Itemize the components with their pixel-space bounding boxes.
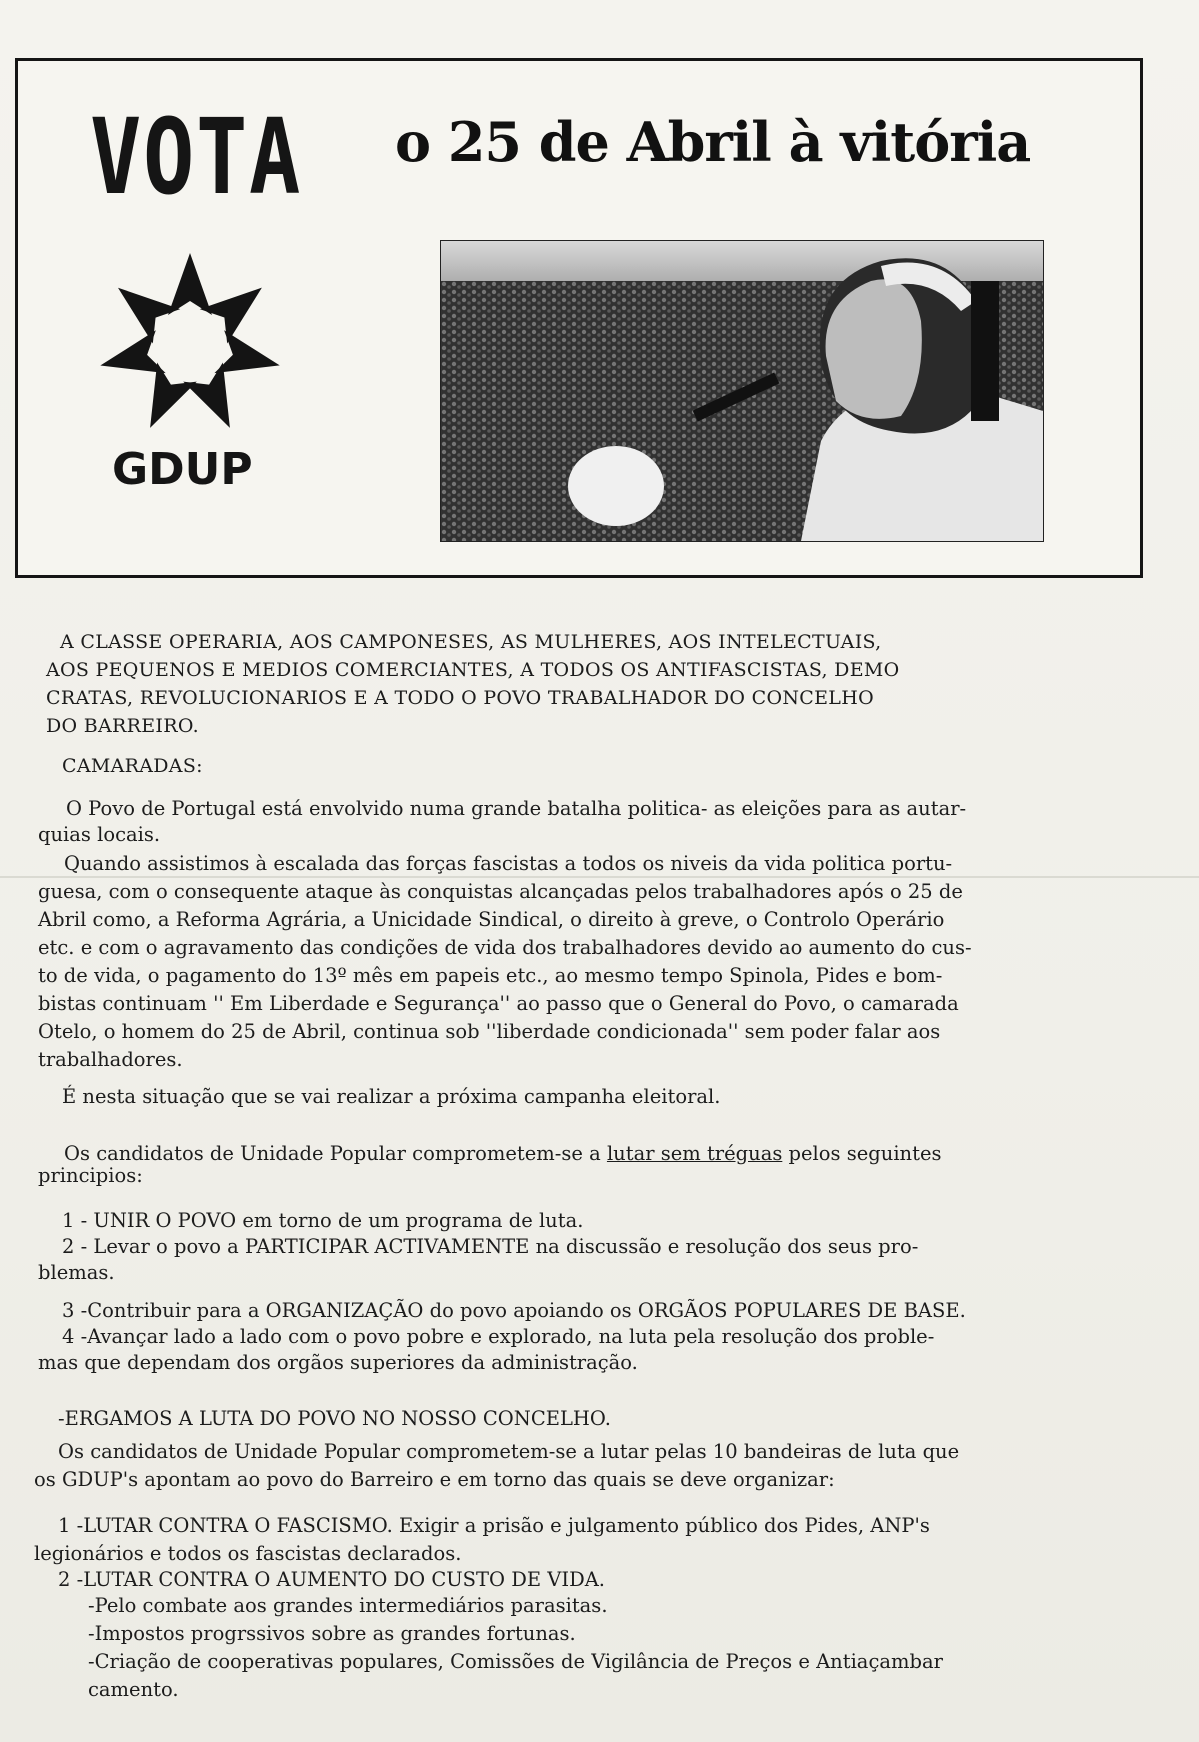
paragraph-line: principios:: [38, 1164, 143, 1187]
paragraph-line: É nesta situação que se vai realizar a próxima campanha eleitoral.: [62, 1085, 721, 1108]
principle-item: blemas.: [38, 1261, 115, 1284]
gdup-star-logo-icon: [95, 250, 285, 440]
paragraph-text: pelos seguintes: [782, 1142, 942, 1165]
paragraph-line: bistas continuam '' Em Liberdade e Segurança'' ao passo que o General do Povo, o camarada: [38, 992, 959, 1015]
headline: o 25 de Abril à vitória: [395, 110, 1031, 174]
banner-item: legionários e todos os fascistas declarados.: [34, 1542, 462, 1565]
banner-item: 1 -LUTAR CONTRA O FASCISMO. Exigir a prisão e julgamento público dos Pides, ANP's: [58, 1514, 930, 1537]
principle-item: 1 - UNIR O POVO em torno de um programa de luta.: [62, 1209, 584, 1232]
banner-item: -Criação de cooperativas populares, Comissões de Vigilância de Preços e Antiaçambar: [88, 1650, 943, 1673]
address-line: DO BARREIRO.: [46, 715, 199, 737]
paragraph-line: os GDUP's apontam ao povo do Barreiro e em torno das quais se deve organizar:: [34, 1468, 835, 1491]
principle-item: mas que dependam dos orgãos superiores da administração.: [38, 1351, 638, 1374]
paragraph-line: trabalhadores.: [38, 1048, 183, 1071]
crowd-rally-photo-icon: [441, 241, 1043, 541]
salutation: CAMARADAS:: [62, 755, 203, 777]
paragraph-line: Os candidatos de Unidade Popular comprometem-se a lutar pelas 10 bandeiras de luta que: [58, 1440, 960, 1463]
paragraph-line: guesa, com o consequente ataque às conquistas alcançadas pelos trabalhadores após o 25 de: [38, 880, 963, 903]
banner-item: -Impostos progrssivos sobre as grandes fortunas.: [88, 1622, 576, 1645]
paragraph-line: Otelo, o homem do 25 de Abril, continua sob ''liberdade condicionada'' sem poder falar aos: [38, 1020, 941, 1043]
vota-heading: VOTA: [90, 96, 302, 218]
address-line: CRATAS, REVOLUCIONARIOS E A TODO O POVO TRABALHADOR DO CONCELHO: [46, 687, 874, 709]
principle-item: 4 -Avançar lado a lado com o povo pobre e explorado, na luta pela resolução dos proble-: [62, 1325, 935, 1348]
principle-item: 3 -Contribuir para a ORGANIZAÇÃO do povo apoiando os ORGÃOS POPULARES DE BASE.: [62, 1299, 966, 1322]
gdup-logo-text: GDUP: [112, 444, 253, 495]
banner-item: camento.: [88, 1678, 179, 1701]
address-line: AOS PEQUENOS E MEDIOS COMERCIANTES, A TODOS OS ANTIFASCISTAS, DEMO: [46, 659, 900, 681]
paragraph-line: Quando assistimos à escalada das forças fascistas a todos os niveis da vida politica portu-: [64, 852, 953, 875]
paragraph-line: O Povo de Portugal está envolvido numa grande batalha politica- as eleições para as autar-: [66, 797, 967, 820]
paragraph-line: etc. e com o agravamento das condições de vida dos trabalhadores devido ao aumento do cus-: [38, 936, 972, 959]
emphasis-underline: lutar sem tréguas: [606, 1142, 783, 1165]
principle-item: 2 - Levar o povo a PARTICIPAR ACTIVAMENTE na discussão e resolução dos seus pro-: [62, 1235, 919, 1258]
paragraph-line: to de vida, o pagamento do 13º mês em papeis etc., ao mesmo tempo Spinola, Pides e bom-: [38, 964, 943, 987]
rally-call: -ERGAMOS A LUTA DO POVO NO NOSSO CONCELHO.: [58, 1407, 611, 1430]
address-line: A CLASSE OPERARIA, AOS CAMPONESES, AS MULHERES, AOS INTELECTUAIS,: [60, 631, 882, 653]
paragraph-line: Abril como, a Reforma Agrária, a Unicidade Sindical, o direito à greve, o Controlo Operário: [38, 908, 945, 931]
banner-item: -Pelo combate aos grandes intermediários parasitas.: [88, 1594, 608, 1617]
paragraph-line: [64, 1140, 942, 1168]
rally-photo: [440, 240, 1044, 542]
banner-item: 2 -LUTAR CONTRA O AUMENTO DO CUSTO DE VIDA.: [58, 1568, 605, 1591]
paragraph-line: quias locais.: [38, 823, 161, 846]
paragraph-text: Os candidatos de Unidade Popular comprometem-se a: [64, 1142, 607, 1165]
